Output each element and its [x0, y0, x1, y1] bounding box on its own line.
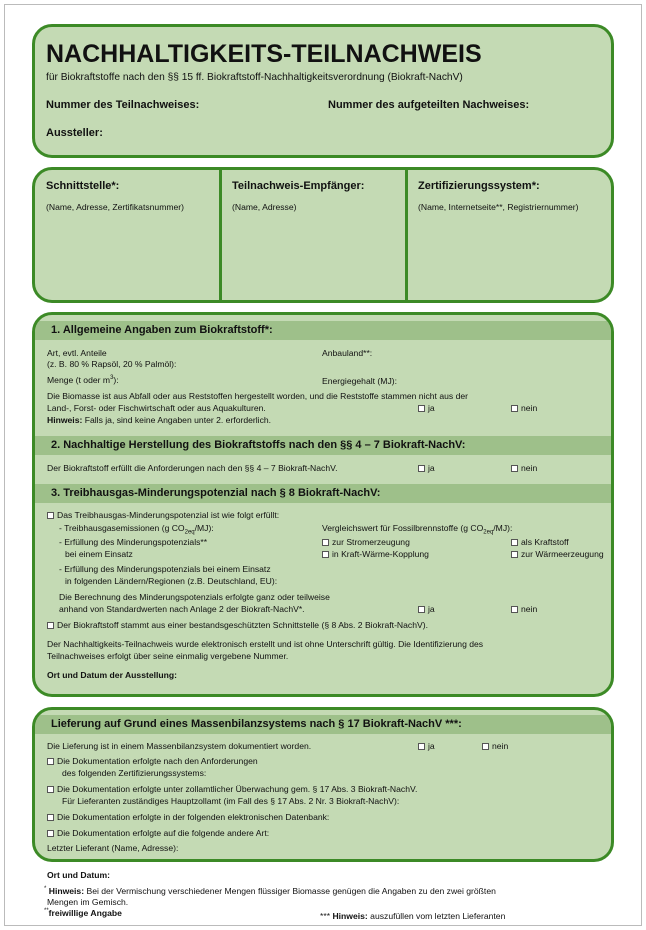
s2-no-option[interactable]: nein — [511, 463, 537, 473]
certsys-hint: (Name, Internetseite**, Registriernummer) — [418, 202, 579, 212]
footnote-1-cont: Mengen im Gemisch. — [47, 897, 129, 907]
checkbox[interactable] — [47, 786, 54, 793]
checkbox[interactable] — [47, 622, 54, 629]
delivery-title: Lieferung auf Grund eines Massenbilanzsystems nach § 17 Biokraft-NachV ***: — [35, 715, 611, 734]
checkbox[interactable] — [418, 743, 425, 750]
checkbox[interactable] — [511, 539, 518, 546]
calc-no-option[interactable]: nein — [511, 604, 537, 614]
opt-fuel[interactable]: als Kraftstoff — [511, 537, 569, 547]
checkbox[interactable] — [511, 606, 518, 613]
potential-met-option[interactable]: Das Treibhausgas-Minderungspotenzial ist wie folgt erfüllt: — [47, 510, 279, 520]
delivery-opt-customs[interactable]: Die Dokumentation erfolgte unter zollamtlicher Überwachung gem. § 17 Abs. 3 Biokraft-NachV. — [47, 784, 417, 794]
calc-yes-option[interactable]: ja — [418, 604, 435, 614]
last-supplier-label: Letzter Lieferant (Name, Adresse): — [47, 843, 179, 853]
issuer-field-label: Aussteller: — [46, 127, 103, 139]
fossil-comparator-label: Vergleichswert für Fossilbrennstoffe (g $CO_{2eq}/MJ$): — [322, 523, 513, 536]
checkbox[interactable] — [418, 606, 425, 613]
checkbox[interactable] — [418, 465, 425, 472]
checkbox[interactable] — [511, 465, 518, 472]
electronic-text-2: Teilnachweises erfolgt über seine einmalig vergebene Nummer. — [47, 651, 289, 661]
document-title: NACHHALTIGKEITS-TEILNACHWEIS — [46, 40, 482, 68]
energy-label: Energiegehalt (MJ): — [322, 376, 397, 386]
waste-text-2: Land-, Forst- oder Fischwirtschaft oder aus Aquakulturen. — [47, 403, 266, 413]
regions-label-1: - Erfüllung des Minderungspotenzials bei einem Einsatz — [59, 564, 271, 574]
opt-heat[interactable]: zur Wärmeerzeugung — [511, 549, 604, 559]
s2-yes-option[interactable]: ja — [418, 463, 435, 473]
checkbox[interactable] — [47, 758, 54, 765]
recipient-column — [222, 170, 402, 300]
delivery-documented: Die Lieferung ist in einem Massenbilanzsystem dokumentiert worden. — [47, 741, 312, 751]
checkbox[interactable] — [322, 551, 329, 558]
checkbox[interactable] — [47, 830, 54, 837]
recipient-label: Teilnachweis-Empfänger: — [232, 180, 365, 192]
certsys-label: Zertifizierungssystem*: — [418, 180, 540, 192]
number-field-label: Nummer des Teilnachweises: — [46, 99, 200, 111]
certsys-column — [408, 170, 614, 300]
parties-box — [32, 167, 614, 303]
section-1-hint: Hinweis: Falls ja, sind keine Angaben unter 2. erforderlich. — [47, 415, 272, 425]
delivery-box — [32, 707, 614, 862]
section-2-title: 2. Nachhaltige Herstellung des Biokraftstoffs nach den §§ 4 – 7 Biokraft-NachV: — [35, 436, 611, 455]
interface-column — [35, 170, 219, 300]
calc-label-1: Die Berechnung des Minderungspotenzials erfolgte ganz oder teilweise — [59, 592, 330, 602]
footnote-1: * Hinweis: Bei der Vermischung verschiedener Mengen flüssiger Biomasse genügen die Angaben zu den zwei größten — [44, 886, 496, 896]
fulfil-label-1: - Erfüllung des Minderungspotenzials** — [59, 537, 208, 547]
delivery-opt-other[interactable]: Die Dokumentation erfolgte auf die folgende andere Art: — [47, 828, 269, 838]
type-example: (z. B. 80 % Rapsöl, 20 % Palmöl): — [47, 359, 177, 369]
country-label: Anbauland**: — [322, 348, 373, 358]
delivery-opt-database[interactable]: Die Dokumentation erfolgte in der folgenden elektronischen Datenbank: — [47, 812, 329, 822]
grandfather-option[interactable]: Der Biokraftstoff stammt aus einer bestandsgeschützten Schnittstelle (§ 8 Abs. 2 Biokraft-NachV). — [47, 620, 428, 630]
document-subtitle: für Biokraftstoffe nach den §§ 15 ff. Biokraftstoff-Nachhaltigkeitsverordnung (Biokraft-NachV) — [46, 72, 463, 83]
section-2-text: Der Biokraftstoff erfüllt die Anforderungen nach den §§ 4 – 7 Biokraft-NachV. — [47, 463, 338, 473]
delivery-opt-certsys-2: des folgenden Zertifizierungssystems: — [62, 768, 207, 778]
waste-yes-option[interactable]: ja — [418, 403, 435, 413]
main-box — [32, 312, 614, 697]
recipient-hint: (Name, Adresse) — [232, 202, 297, 212]
delivery-opt-certsys[interactable]: Die Dokumentation erfolgte nach den Anforderungen — [47, 756, 258, 766]
emissions-label: - Treibhausgasemissionen (g $CO_{2eq}/MJ$): — [59, 523, 214, 536]
quantity-label: Menge (t oder $m^3$): — [47, 375, 119, 385]
header-box — [32, 24, 614, 158]
regions-label-2: in folgenden Ländern/Regionen (z.B. Deutschland, EU): — [65, 576, 278, 586]
interface-label: Schnittstelle*: — [46, 180, 120, 192]
opt-chp[interactable]: in Kraft-Wärme-Kopplung — [322, 549, 429, 559]
footer-place-date-label: Ort und Datum: — [47, 870, 111, 880]
split-number-field-label: Nummer des aufgeteilten Nachweises: — [328, 99, 530, 111]
checkbox[interactable] — [47, 512, 54, 519]
footnote-3: *** Hinweis: auszufüllen vom letzten Lieferanten — [320, 911, 506, 921]
checkbox[interactable] — [47, 814, 54, 821]
section-3-title: 3. Treibhausgas-Minderungspotenzial nach § 8 Biokraft-NachV: — [35, 484, 611, 503]
checkbox[interactable] — [322, 539, 329, 546]
opt-power[interactable]: zur Stromerzeugung — [322, 537, 410, 547]
delivery-no-option[interactable]: nein — [482, 741, 508, 751]
checkbox[interactable] — [511, 405, 518, 412]
fulfil-label-2: bei einem Einsatz — [65, 549, 133, 559]
section-1-title: 1. Allgemeine Angaben zum Biokraftstoff*: — [35, 321, 611, 340]
checkbox[interactable] — [418, 405, 425, 412]
issue-place-date-label: Ort und Datum der Ausstellung: — [47, 670, 178, 680]
delivery-opt-customs-2: Für Lieferanten zuständiges Hauptzollamt (im Fall des § 17 Abs. 2 Nr. 3 Biokraft-NachV): — [62, 796, 400, 806]
type-label: Art, evtl. Anteile — [47, 348, 107, 358]
waste-no-option[interactable]: nein — [511, 403, 537, 413]
waste-text-1: Die Biomasse ist aus Abfall oder aus Reststoffen hergestellt worden, und die Reststoffe stammen nicht aus der — [47, 391, 469, 401]
delivery-yes-option[interactable]: ja — [418, 741, 435, 751]
electronic-text-1: Der Nachhaltigkeits-Teilnachweis wurde elektronisch erstellt und ist ohne Unterschrift gültig. Die Identifizierung des — [47, 639, 484, 649]
footnote-2: **freiwillige Angabe — [44, 908, 122, 918]
checkbox[interactable] — [511, 551, 518, 558]
calc-label-2: anhand von Standardwerten nach Anlage 2 der Biokraft-NachV*. — [59, 604, 305, 614]
checkbox[interactable] — [482, 743, 489, 750]
interface-hint: (Name, Adresse, Zertifikatsnummer) — [46, 202, 185, 212]
